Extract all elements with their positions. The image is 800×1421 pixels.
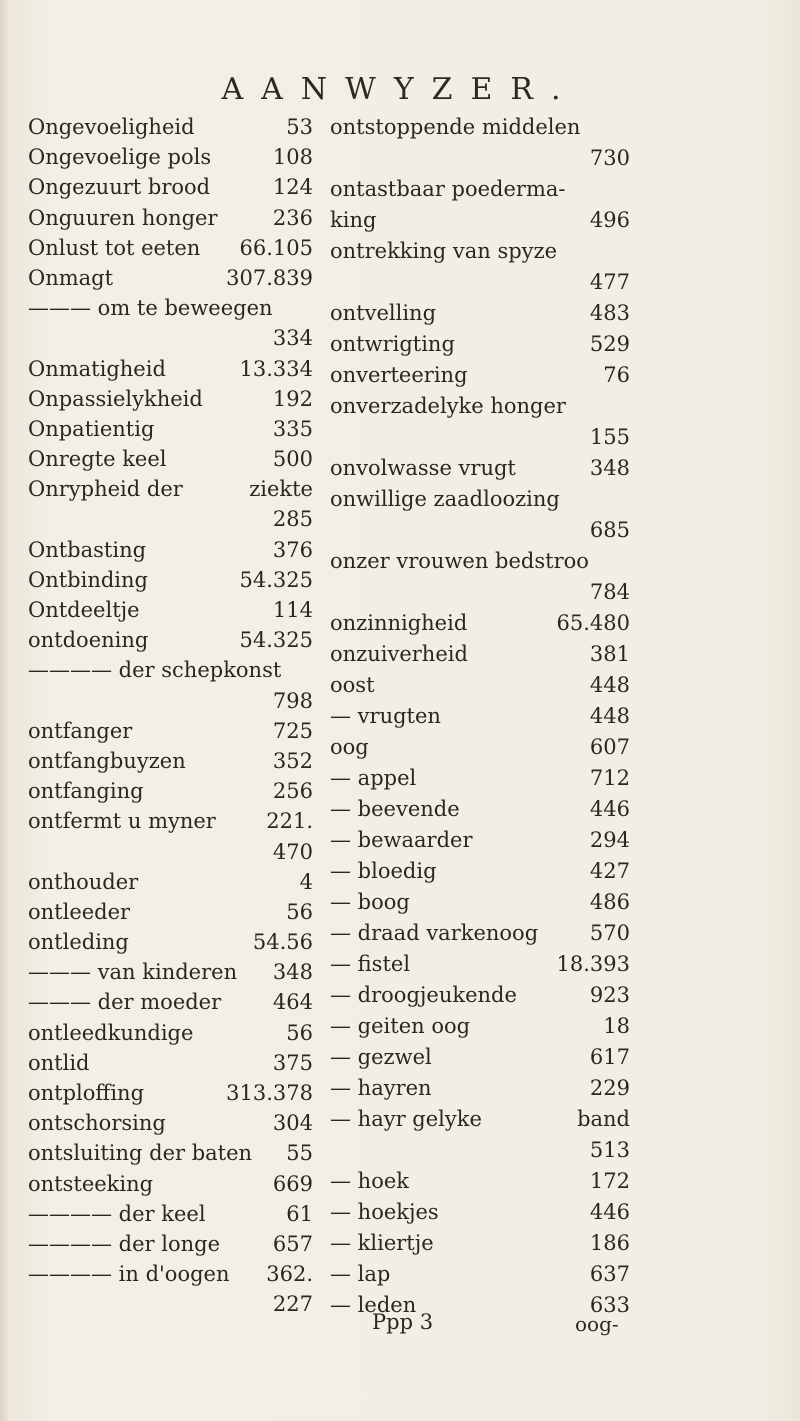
index-term: oog [330,735,369,759]
index-term: — gezwel [330,1045,432,1069]
index-term: ontleedkundige [28,1020,194,1045]
index-term: ontleding [28,930,129,955]
index-entry [28,384,313,414]
index-page-number: 381 [589,642,630,666]
index-entry [28,595,313,625]
index-entry [330,1011,630,1042]
index-entry [28,1048,313,1078]
index-page-number: 53 [286,115,313,139]
index-term: ontsteeking [28,1171,154,1196]
index-entry [28,1199,313,1229]
index-entry [28,655,313,685]
index-entry [28,897,313,927]
index-term: — leden [330,1293,417,1317]
index-entry [28,746,313,776]
index-term: ———— der schepkonst [28,658,282,683]
index-page-number: 313.378 [226,1081,313,1105]
index-term: ——— om te beweegen [28,296,273,321]
index-term: Onlust tot eeten [28,235,201,260]
index-entry [28,263,313,293]
index-entry [28,806,313,836]
index-page-number: 65.480 [556,611,630,635]
index-page-number: 4 [299,869,313,894]
index-term: Ongevoeligheid [28,115,195,139]
page-edge [0,0,10,1421]
index-entry [28,927,313,957]
index-term: — bloedig [330,859,437,883]
index-term: ontfangbuyzen [28,748,186,773]
index-term: ontfermt u myner [28,809,216,834]
index-page-number: 236 [272,205,313,230]
index-page-number: 294 [589,828,630,852]
index-term: — hayr gelyke [330,1107,482,1131]
index-term: — boog [330,890,410,914]
index-entry [28,957,313,987]
index-page-number: 923 [589,983,630,1007]
index-entry [330,205,630,236]
index-entry [330,422,630,453]
index-page-number: 335 [272,416,313,441]
index-page-number: 18.393 [556,952,630,976]
index-entry [330,639,630,670]
index-entry [330,267,630,298]
index-page-number: 448 [589,704,630,728]
index-term: onzinnigheid [330,611,468,635]
index-page-number: 446 [589,1200,630,1224]
index-term: ———— der longe [28,1231,221,1256]
index-entry [330,732,630,763]
index-entry [28,625,313,655]
index-page-number: 607 [589,735,630,759]
index-page-number: 348 [589,456,630,480]
index-page-number: 637 [589,1262,630,1286]
index-entry [28,354,313,384]
index-page-number: 427 [589,859,630,883]
index-term: ontlid [28,1050,90,1075]
index-page-number: 798 [272,688,313,713]
index-entry [330,856,630,887]
index-term: ontstoppende middelen [330,115,581,139]
index-term: ontwrigting [330,332,455,356]
index-page-number: 685 [589,518,630,542]
index-entry [330,918,630,949]
index-entry [28,444,313,474]
index-entry [28,112,313,142]
index-entry [28,987,313,1017]
index-entry [28,686,313,716]
index-entry [330,174,630,205]
index-column-left [28,112,313,1320]
index-entry [28,142,313,172]
index-entry [28,565,313,595]
index-column-right [330,112,630,1321]
index-entry [330,298,630,329]
index-entry [28,1138,313,1168]
index-entry [28,504,313,534]
index-term: Onmagt [28,265,114,290]
index-entry [330,1166,630,1197]
index-page-number: 348 [272,960,313,985]
index-page-number: 496 [589,208,630,232]
index-page-number: 470 [272,839,313,864]
index-entry [330,143,630,174]
index-term: onthouder [28,869,139,894]
index-page-number: 227 [272,1292,313,1317]
index-term: — hoek [330,1169,409,1193]
index-page-number: 307.839 [226,265,313,290]
index-term: onzer vrouwen bedstroo [330,549,589,573]
index-term: — bewaarder [330,828,473,852]
index-entry [28,716,313,746]
index-entry [330,763,630,794]
index-page-number: 617 [589,1045,630,1069]
index-term: — appel [330,766,417,790]
index-page-number: 192 [272,386,313,411]
index-term: ontploffing [28,1081,145,1105]
index-entry [28,323,313,353]
index-term: — fistel [330,952,411,976]
index-entry [28,1018,313,1048]
index-page-number: 66.105 [239,235,313,260]
index-entry [330,670,630,701]
index-term: onvolwasse vrugt [330,456,516,480]
index-term: — geiten oog [330,1014,471,1038]
index-term: ——— van kinderen [28,960,238,985]
index-term: ontfanger [28,718,133,743]
index-entry [28,1078,313,1108]
index-entry [330,608,630,639]
index-term: ———— der keel [28,1201,206,1226]
index-term: Onmatigheid [28,356,166,381]
index-entry [330,329,630,360]
index-entry [28,535,313,565]
index-entry [330,887,630,918]
index-page-number: 529 [589,332,630,356]
index-term: ———— in d'oogen [28,1262,230,1287]
index-term: Onguuren honger [28,205,218,230]
index-term: Ontbasting [28,537,147,562]
index-term: onverzadelyke honger [330,394,566,418]
page-header: AANWYZER. [221,72,579,107]
index-entry [28,837,313,867]
index-page-number: 54.325 [239,628,313,653]
index-term: ontleeder [28,899,131,924]
index-entry [28,1229,313,1259]
index-page-number: 513 [589,1138,630,1162]
index-page-number: 725 [272,718,313,743]
index-term: Onpassielykheid [28,386,203,411]
index-term: — vrugten [330,704,441,728]
index-page-number: 304 [272,1111,313,1136]
index-entry [330,236,630,267]
index-entry [330,1135,630,1166]
index-entry [330,1104,630,1135]
index-page-number: 362. [266,1262,313,1287]
index-term: onwillige zaadloozing [330,487,560,511]
index-entry [330,794,630,825]
index-page-number: 285 [272,507,313,532]
index-term: onzuiverheid [330,642,468,666]
index-entry [28,233,313,263]
index-term: Ongevoelige pols [28,145,212,170]
index-page-number: 172 [589,1169,630,1193]
index-entry [28,414,313,444]
index-page-number: 477 [589,270,630,294]
index-entry [28,1169,313,1199]
index-term: ——— der moeder [28,990,222,1015]
index-page-number: 570 [589,921,630,945]
index-page-number: 712 [589,766,630,790]
index-page-number: 500 [272,447,313,472]
index-term: — beevende [330,797,460,821]
index-term: ontdoening [28,628,149,653]
index-entry [330,453,630,484]
index-entry [28,1108,313,1138]
index-page-number: 155 [589,425,630,449]
index-page-number: 56 [286,899,313,924]
signature-mark: Ppp 3 [372,1310,434,1334]
index-page-number: 124 [272,175,313,200]
index-entry [330,1197,630,1228]
index-page-number: 483 [589,301,630,325]
index-entry [330,825,630,856]
index-entry [330,360,630,391]
index-term: ontsluiting der baten [28,1141,253,1166]
index-entry [28,172,313,202]
index-entry [330,1259,630,1290]
index-page-number: 375 [272,1050,313,1075]
index-term: ontrekking van spyze [330,239,558,263]
index-entry [330,1228,630,1259]
index-term: — kliertje [330,1231,434,1255]
index-page-number: 55 [286,1141,313,1166]
index-term: Onregte keel [28,447,167,472]
index-term: ontschorsing [28,1111,166,1136]
index-page-number: 486 [589,890,630,914]
index-term: — droogjeukende [330,983,517,1007]
index-entry [330,515,630,546]
index-entry [330,949,630,980]
index-entry [330,980,630,1011]
index-page-number: 114 [272,598,313,622]
index-term: ontvelling [330,301,437,325]
index-term: — hayren [330,1076,432,1100]
index-page-number: 448 [589,673,630,697]
index-term: ontastbaar poederma- [330,177,566,201]
index-term: — draad varkenoog [330,921,539,945]
index-page-number: 464 [272,990,313,1015]
index-term: Onpatientig [28,416,155,441]
catchword: oog- [575,1312,619,1336]
index-entry [28,203,313,233]
index-entry [330,112,630,143]
index-page-number: 256 [272,779,313,804]
index-term: — hoekjes [330,1200,439,1224]
index-page-number: 633 [589,1293,630,1317]
index-term: king [330,208,377,232]
index-page-number: 13.334 [239,356,313,381]
index-page-number: 334 [272,326,313,351]
index-page-number: 56 [286,1020,313,1045]
index-term: ontfanging [28,779,144,804]
index-term: — lap [330,1262,391,1286]
index-page-number: band [577,1107,630,1131]
index-entry [330,484,630,515]
index-page-number: 352 [272,748,313,773]
index-page-number: 446 [589,797,630,821]
index-term: Ongezuurt brood [28,175,211,200]
index-entry [28,776,313,806]
index-page-number: 108 [272,145,313,170]
index-entry [330,1042,630,1073]
index-page-number: 18 [603,1014,630,1038]
index-entry [330,1073,630,1104]
index-entry [28,474,313,504]
index-page-number: ziekte [249,477,313,502]
index-term: oost [330,673,375,697]
index-page-number: 76 [603,363,630,387]
index-page-number: 669 [272,1171,313,1196]
index-entry [330,546,630,577]
index-term: Ontbinding [28,567,148,592]
index-entry [330,701,630,732]
index-entry [330,391,630,422]
index-term: Onrypheid der [28,477,183,502]
index-page-number: 54.325 [239,567,313,592]
index-page-number: 376 [272,537,313,562]
index-entry [28,867,313,897]
index-page-number: 730 [589,146,630,170]
index-entry [28,1259,313,1289]
index-entry [330,577,630,608]
index-page-number: 784 [589,580,630,604]
index-term: Ontdeeltje [28,598,140,622]
index-entry [28,1289,313,1319]
index-page-number: 657 [272,1231,313,1256]
index-page-number: 229 [589,1076,630,1100]
index-term: onverteering [330,363,468,387]
index-page-number: 54.56 [252,930,313,955]
index-entry [28,293,313,323]
index-page-number: 186 [589,1231,630,1255]
index-page-number: 221. [266,809,313,834]
index-page-number: 61 [286,1201,313,1226]
